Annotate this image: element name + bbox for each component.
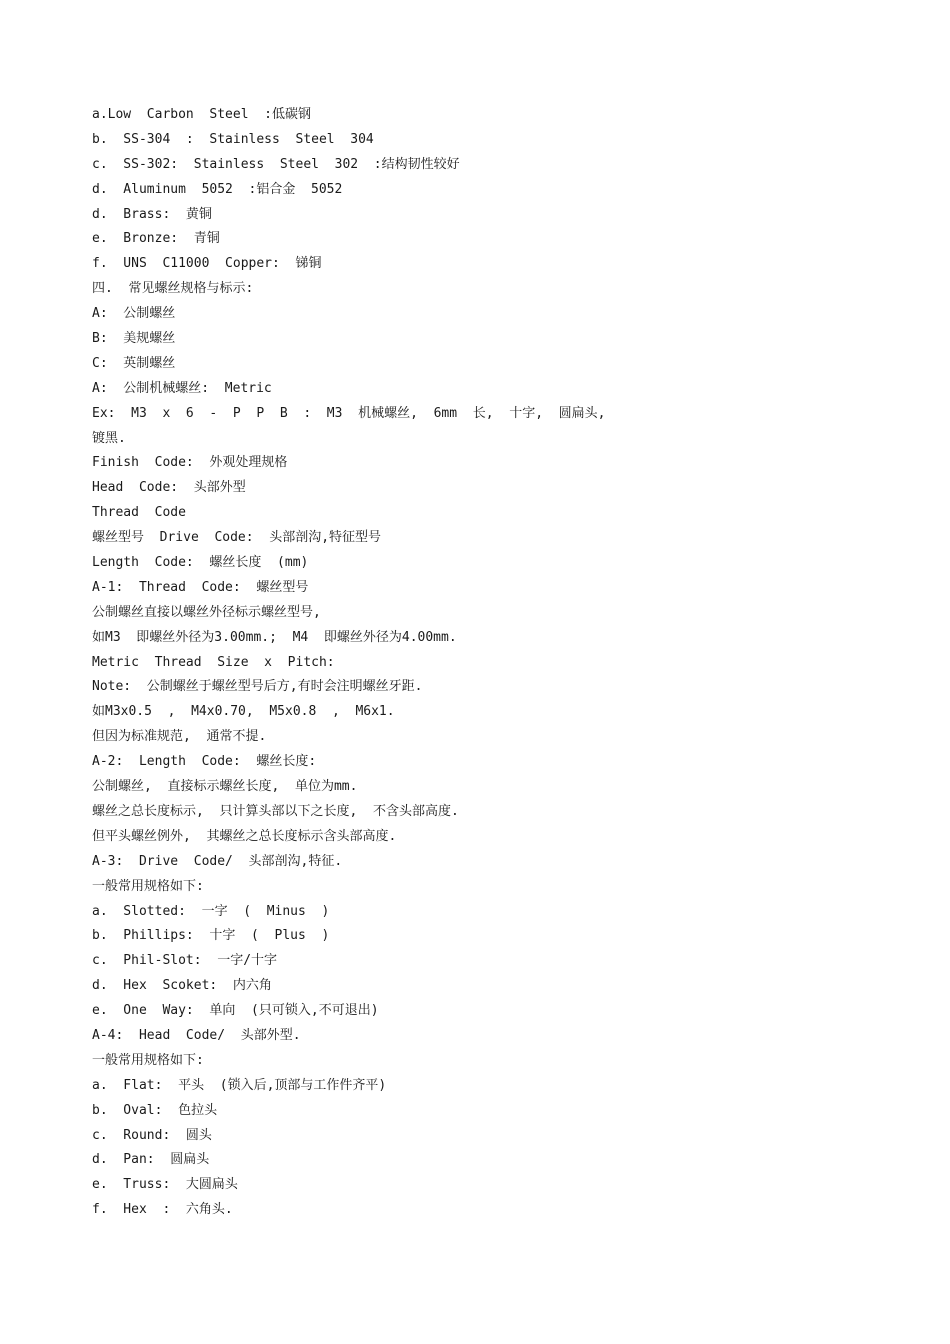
text-line: Note: 公制螺丝于螺丝型号后方,有时会注明螺丝牙距. <box>92 679 423 695</box>
text-line: c. Phil-Slot: 一字/十字 <box>92 953 278 969</box>
document-body <box>92 103 892 1223</box>
text-line: d. Aluminum 5052 :铝合金 5052 <box>92 181 343 197</box>
text-line: A-4: Head Code/ 头部外型. <box>92 1027 301 1043</box>
text-line: d. Brass: 黄铜 <box>92 206 212 222</box>
text-line: b. Phillips: 十字 ( Plus ) <box>92 928 330 944</box>
text-line: 如M3 即螺丝外径为3.00mm.; M4 即螺丝外径为4.00mm. <box>92 629 457 645</box>
text-line: c. Round: 圆头 <box>92 1127 212 1143</box>
text-line: 但因为标准规范, 通常不提. <box>92 729 267 745</box>
text-line: 但平头螺丝例外, 其螺丝之总长度标示含头部高度. <box>92 828 397 844</box>
text-line: A-3: Drive Code/ 头部剖沟,特征. <box>92 853 343 869</box>
text-line: c. SS-302: Stainless Steel 302 :结构韧性较好 <box>92 156 460 172</box>
text-line: a. Slotted: 一字 ( Minus ) <box>92 903 330 919</box>
text-line: A: 公制螺丝 <box>92 306 176 322</box>
text-line: f. UNS C11000 Copper: 锑铜 <box>92 256 322 272</box>
text-line: Metric Thread Size x Pitch: <box>92 654 335 670</box>
text-line: A-1: Thread Code: 螺丝型号 <box>92 579 309 595</box>
text-line: 镀黑. <box>92 430 126 446</box>
text-line: d. Hex Scoket: 内六角 <box>92 978 272 994</box>
text-line: b. Oval: 色拉头 <box>92 1102 218 1118</box>
text-line: b. SS-304 : Stainless Steel 304 <box>92 131 374 147</box>
text-line: 公制螺丝直接以螺丝外径标示螺丝型号, <box>92 604 321 620</box>
text-line: Ex: M3 x 6 - P P B : M3 机械螺丝, 6mm 长, 十字, 圆扁头, <box>92 405 606 421</box>
section-heading: 四. 常见螺丝规格与标示: <box>92 281 254 297</box>
text-line: 一般常用规格如下: <box>92 1052 204 1068</box>
text-line: A: 公制机械螺丝: Metric <box>92 380 272 396</box>
text-line: e. Bronze: 青铜 <box>92 231 220 247</box>
text-line: Length Code: 螺丝长度 (mm) <box>92 555 309 571</box>
text-line: 公制螺丝, 直接标示螺丝长度, 单位为mm. <box>92 779 358 795</box>
text-line: e. One Way: 单向 (只可锁入,不可退出) <box>92 1003 379 1019</box>
text-line: Thread Code <box>92 505 186 521</box>
text-line: 一般常用规格如下: <box>92 878 204 894</box>
text-line: B: 美规螺丝 <box>92 331 176 347</box>
text-line: C: 英制螺丝 <box>92 355 176 371</box>
text-line: 螺丝之总长度标示, 只计算头部以下之长度, 不含头部高度. <box>92 803 459 819</box>
text-line: a. Flat: 平头 (锁入后,顶部与工作件齐平) <box>92 1077 387 1093</box>
text-line: A-2: Length Code: 螺丝长度: <box>92 754 317 770</box>
text-line: 如M3x0.5 , M4x0.70, M5x0.8 , M6x1. <box>92 704 395 720</box>
text-line: e. Truss: 大圆扁头 <box>92 1177 238 1193</box>
text-line: Head Code: 头部外型 <box>92 480 246 496</box>
text-line: d. Pan: 圆扁头 <box>92 1152 210 1168</box>
text-line: Finish Code: 外观处理规格 <box>92 455 288 471</box>
text-line: a.Low Carbon Steel :低碳钢 <box>92 107 312 122</box>
text-line: f. Hex : 六角头. <box>92 1202 233 1218</box>
text-line: 螺丝型号 Drive Code: 头部剖沟,特征型号 <box>92 530 382 546</box>
